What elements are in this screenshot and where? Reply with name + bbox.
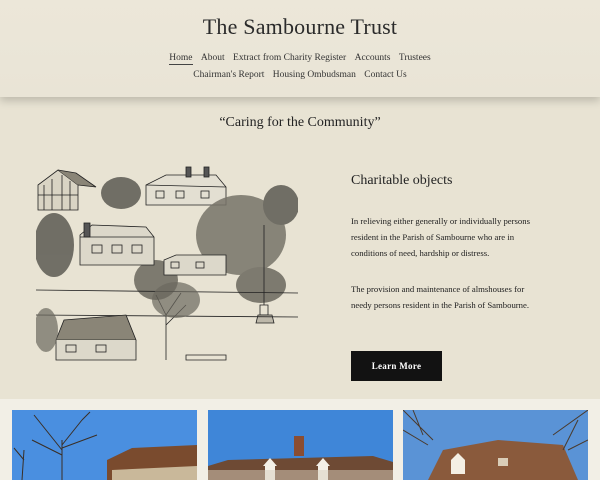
gallery-photo-cottage-trees[interactable] xyxy=(12,410,197,480)
gallery-photo-cottage-branches[interactable] xyxy=(403,410,588,480)
nav-trustees[interactable]: Trustees xyxy=(398,53,431,63)
nav-row-secondary xyxy=(0,70,600,80)
nav-extract-charity-register[interactable]: Extract from Charity Register xyxy=(233,53,347,63)
nav-accounts[interactable]: Accounts xyxy=(354,53,391,63)
village-sketch-image xyxy=(36,165,298,365)
nav-home[interactable]: Home xyxy=(169,53,193,63)
nav-row-primary xyxy=(0,53,600,65)
site-header xyxy=(0,0,600,97)
nav-housing-ombudsman[interactable]: Housing Ombudsman xyxy=(272,70,356,80)
nav-about[interactable]: About xyxy=(200,53,225,63)
nav-contact-us[interactable]: Contact Us xyxy=(364,70,407,80)
nav-chairmans-report[interactable]: Chairman's Report xyxy=(193,70,265,80)
objects-paragraph-almshouses: The provision and maintenance of almshouses for needy persons resident in the Parish of Sambourne. xyxy=(351,284,530,310)
site-title[interactable]: The Sambourne Trust xyxy=(202,14,398,39)
photo-gallery xyxy=(0,399,600,480)
tagline: “Caring for the Community” xyxy=(219,115,381,130)
gallery-photo-almshouses[interactable] xyxy=(208,410,393,480)
learn-more-button[interactable]: Learn More xyxy=(351,351,442,381)
charitable-objects-heading: Charitable objects xyxy=(351,173,453,188)
objects-paragraph-relief: In relieving either generally or individually persons resident in the Parish of Sambourne who are in conditions of need, hardship or distress. xyxy=(351,216,531,258)
